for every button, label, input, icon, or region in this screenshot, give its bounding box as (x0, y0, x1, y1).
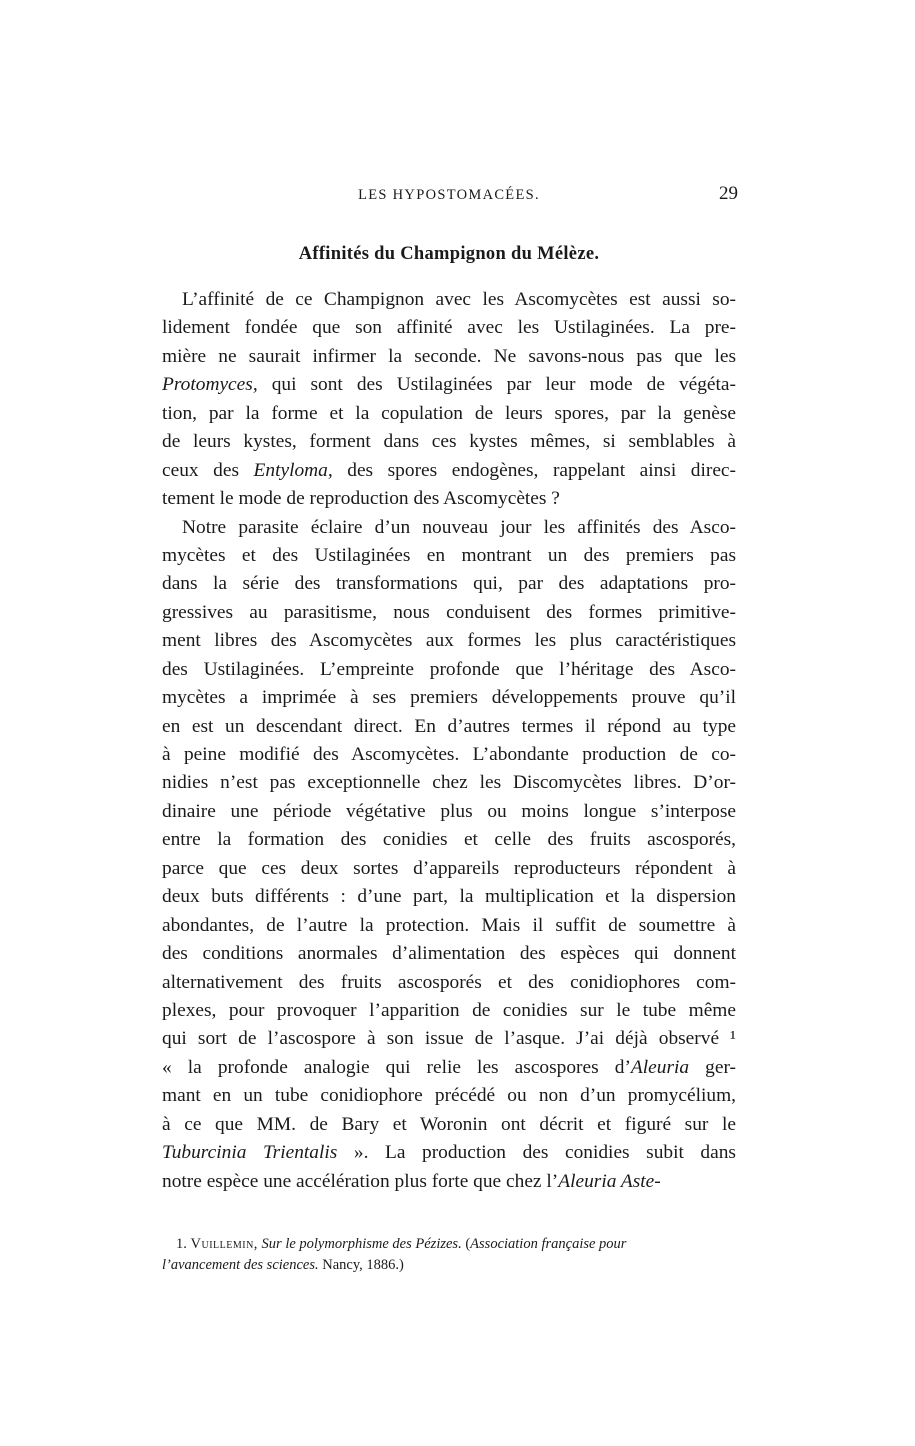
text-segment: notre espèce une accélération plus forte que chez l’ (162, 1170, 559, 1192)
text-segment: dans la série des transformations qui, par des adaptations pro- (162, 573, 736, 595)
text-segment: nidies n’est pas exceptionnelle chez les Discomycètes libres. D’or- (162, 772, 736, 794)
text-line (162, 798, 736, 826)
text-line (162, 713, 736, 741)
text-segment: Notre parasite éclaire d’un nouveau jour les affinités des Asco- (182, 516, 736, 538)
text-segment: abondantes, de l’autre la protection. Mais il suffit de soumettre à (162, 914, 736, 936)
text-line (162, 883, 736, 911)
text-line (162, 371, 736, 399)
text-segment: gressives au parasitisme, nous conduisent des formes primitive- (162, 601, 736, 623)
text-line (162, 457, 736, 485)
text-line (162, 769, 736, 797)
text-line (162, 286, 736, 314)
text-segment: deux buts différents : d’une part, la multiplication et la dispersion (162, 886, 736, 908)
footnote-source-open: ( (465, 1236, 471, 1252)
text-line (162, 1082, 736, 1110)
text-segment: à ce que MM. de Bary et Woronin ont décrit et figuré sur le (162, 1113, 736, 1135)
text-line (162, 656, 736, 684)
text-line (162, 314, 736, 342)
text-line (162, 1025, 736, 1053)
text-line (162, 1111, 736, 1139)
text-segment: L’affinité de ce Champignon avec les Ascomycètes est aussi so- (182, 289, 736, 310)
text-segment: mycètes et des Ustilaginées en montrant un des premiers pas (162, 544, 736, 566)
running-head (160, 183, 738, 211)
text-line (162, 1054, 736, 1082)
text-segment: mant en un tube conidiophore précédé ou non d’un promycélium, (162, 1085, 736, 1107)
footnote (162, 1234, 736, 1276)
italic-term: Protomyces, (162, 374, 258, 396)
text-segment: ment libres des Ascomycètes aux formes les plus caractéristiques (162, 630, 736, 652)
running-title: LES HYPOSTOMACÉES. (358, 187, 540, 203)
text-line (162, 912, 736, 940)
text-segment: des spores endogènes, rappelant ainsi direc- (332, 459, 736, 481)
text-segment: ger- (689, 1056, 736, 1078)
italic-term: Aleuria Aste- (558, 1170, 661, 1192)
text-line (162, 855, 736, 883)
text-segment: « la profonde analogie qui relie les ascospores d’ (162, 1056, 631, 1078)
text-line (162, 542, 736, 570)
section-title: Affinités du Champignon du Mélèze. (298, 244, 600, 264)
text-segment: parce que ces deux sortes d’appareils reproducteurs répondent à (162, 857, 736, 879)
footnote-author: Vuillemin, (190, 1236, 258, 1252)
text-line (162, 940, 736, 968)
text-segment: des conditions anormales d’alimentation des espèces qui donnent (162, 943, 736, 965)
italic-term: Aleuria (630, 1056, 690, 1078)
text-segment: mycètes a imprimée à ses premiers développements prouve qu’il (162, 687, 736, 709)
text-segment: qui sont des Ustilaginées par leur mode de végéta- (257, 374, 736, 396)
text-segment: lidement fondée que son affinité avec les Ustilaginées. La pre- (162, 317, 736, 339)
text-line (162, 826, 736, 854)
footnote-place-date: Nancy, 1886.) (322, 1257, 404, 1273)
italic-term: Tuburcinia Trientalis (162, 1142, 338, 1164)
text-line (162, 684, 736, 712)
footnote-title: Sur le polymorphisme des Pézizes. (261, 1236, 462, 1252)
footnote-number: 1. (176, 1236, 187, 1252)
text-line (162, 969, 736, 997)
text-line (162, 1168, 736, 1196)
text-line (162, 997, 736, 1025)
text-line (162, 570, 736, 598)
text-segment: à peine modifié des Ascomycètes. L’abondante production de co- (162, 744, 736, 765)
text-line (162, 400, 736, 428)
text-line (162, 599, 736, 627)
footnote-line (162, 1255, 736, 1276)
text-segment: ceux des (162, 459, 254, 481)
text-line (162, 343, 736, 371)
text-segment: de leurs kystes, forment dans ces kystes mêmes, si semblables à (162, 431, 736, 453)
text-segment: en est un descendant direct. En d’autres termes il répond au type (162, 715, 736, 737)
text-line (162, 741, 736, 769)
text-segment: dinaire une période végétative plus ou moins longue s’interpose (162, 800, 736, 822)
text-line (162, 514, 736, 542)
text-segment: mière ne saurait infirmer la seconde. Ne savons-nous pas que les (162, 345, 736, 367)
footnote-line (162, 1234, 736, 1255)
text-segment: ». La production des conidies subit dans (337, 1142, 736, 1164)
footnote-source-line2: l’avancement des sciences. (162, 1257, 319, 1273)
text-segment: qui sort de l’ascospore à son issue de l’asque. J’ai déjà observé ¹ (162, 1028, 736, 1050)
text-line (162, 1139, 736, 1167)
text-segment: tion, par la forme et la copulation de leurs spores, par la genèse (162, 402, 736, 424)
italic-term: Entyloma, (253, 459, 333, 481)
footnote-source-line1: Association française pour (470, 1236, 627, 1252)
text-line (162, 627, 736, 655)
text-segment: entre la formation des conidies et celle des fruits ascosporés, (162, 829, 736, 851)
text-line (162, 485, 736, 513)
text-segment: tement le mode de reproduction des Ascomycètes ? (162, 488, 560, 510)
text-segment: des Ustilaginées. L’empreinte profonde que l’héritage des Asco- (162, 658, 736, 680)
body-text (162, 286, 736, 1196)
text-segment: alternativement des fruits ascosporés et des conidiophores com- (162, 971, 736, 993)
page-number: 29 (719, 183, 738, 204)
text-segment: plexes, pour provoquer l’apparition de conidies sur le tube même (162, 999, 736, 1021)
text-line (162, 428, 736, 456)
